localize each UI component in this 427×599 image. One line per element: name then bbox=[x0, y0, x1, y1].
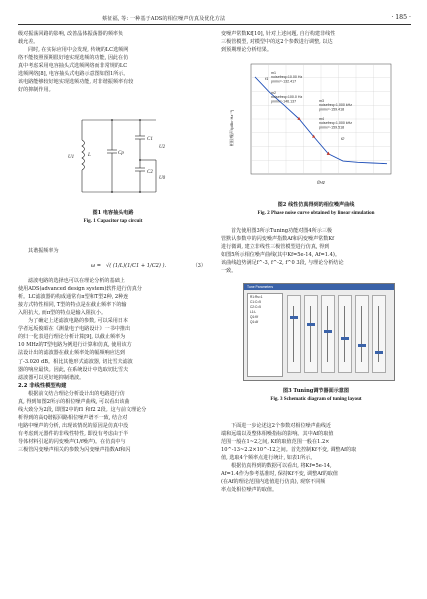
segment-label-f2: f2 bbox=[341, 136, 345, 141]
tuning-slider[interactable] bbox=[372, 295, 386, 373]
chart-x-label: f/Hz bbox=[317, 180, 325, 185]
marker-label-m3: pnmx=-159.418 bbox=[319, 107, 345, 112]
label-u2: U2 bbox=[159, 145, 166, 150]
equation-lhs: ω = bbox=[91, 263, 102, 270]
figure-1-caption-en: Fig. 1 Capacitor tap circuit bbox=[83, 218, 143, 225]
right-column bbox=[221, 30, 411, 54]
slider-thumb[interactable] bbox=[307, 323, 315, 326]
slider-track bbox=[310, 306, 311, 362]
equation-3 bbox=[18, 255, 208, 277]
marker-label-m1: m1 bbox=[271, 71, 276, 75]
slider-track bbox=[293, 306, 294, 362]
equation-number: （3） bbox=[192, 263, 206, 270]
marker-label-m1: noisefreq=10.00 Hz bbox=[271, 75, 303, 80]
tuning-slider[interactable] bbox=[287, 295, 301, 373]
right-paragraph-1: 变噪声常数Kf[10], 针对上述问题, 自行构建非线性 三极管模型, 对模型中的这2个参数进行调整, 以达 到预期理论分析结果。 bbox=[221, 31, 336, 54]
marker-label-m1: pnmx=-132.417 bbox=[271, 79, 297, 84]
left-paragraph-3: 滤波电路的选择也可以在理论分析的基础上 使用ADS(advanced design system)软件进行仿真分 析。LC滤波器的构成通常有π型和T型2种, 2种连 接方式特性相同, T型的特点是在截止频率下的输 入阻抗大, 而π型的特点是输入阻抗小。 bbox=[18, 278, 142, 317]
right-paragraph-4: 根据仿真得到的数据可以看出, 将Kf=5e-14, Af=1.4作为参考基准时, 保持Kf不变, 调整Af的取值 (在Af的理论范围内选值进行仿真), 观察不同频 率点处相位噪声的取值。 bbox=[221, 463, 338, 494]
tuning-parameter-list[interactable] bbox=[247, 293, 283, 377]
left-paragraph-2: 同时, 在实际应用中会发现, 传统的LC选频网 络不能按照预期很好地实现选频的功能, 因此在仿 真中考虑采用电容抽头式选频网络而非常规的LC 选频网络[8], 电容抽头式电路示意图如图1所示。 该电路能够较好地实现选频功能, 对非谐振频率有较 好的抑制作用。 bbox=[18, 47, 134, 94]
figure-2-caption-cn: 图2 线性仿真得到的相位噪声曲线 bbox=[277, 202, 355, 209]
tuning-slider[interactable] bbox=[304, 295, 318, 373]
right-column-middle bbox=[221, 227, 411, 275]
right-paragraph-2: 首先使用图3所示Tuning功能对图4所示三极 管默认参数中的闪变噪声指数Af和闪变噪声常数Kf 进行微调, 建立非线性三极管模型进行仿真, 得到 如图5所示相位噪声曲线(其中Kf=5e-14, Af=1.4)。 该曲线趋势满足f^-3, f^-2, f^0 3段, 与理论分析结论 一致。 bbox=[221, 228, 344, 275]
left-column-lower bbox=[18, 247, 208, 454]
slider-track bbox=[327, 306, 328, 362]
tuning-window bbox=[243, 283, 395, 381]
running-title: 蔡征福, 等: 一种基于ADS的相位噪声仿真及优化方法 bbox=[102, 16, 226, 22]
marker-label-m2: m2 bbox=[271, 91, 276, 95]
segment-label-f1: f1 bbox=[265, 76, 269, 81]
right-column-lower bbox=[221, 422, 411, 494]
tuning-slider[interactable] bbox=[338, 295, 352, 373]
tuning-slider[interactable] bbox=[355, 295, 369, 373]
label-c1: C1 bbox=[147, 137, 153, 142]
marker-label-m2: noisefreq=100.0 Hz bbox=[271, 95, 303, 100]
slider-track bbox=[344, 306, 345, 362]
tuning-parameter-item[interactable]: C2:C=5 bbox=[250, 305, 261, 309]
slider-thumb[interactable] bbox=[358, 344, 366, 347]
left-column bbox=[18, 30, 208, 94]
figure-2 bbox=[221, 58, 411, 218]
marker-label-m4: noisefreq=1.000 kHz bbox=[319, 121, 353, 126]
slider-thumb[interactable] bbox=[341, 337, 349, 340]
figure-1-caption-cn: 图1 电容抽头电路 bbox=[92, 210, 134, 217]
resonant-frequency-intro: 其谐振频率为 bbox=[28, 248, 59, 254]
right-paragraph-3: 下面进一步论述这2个参数对相位噪声曲线近 端和远端以及整体相噪指标的影响。其中Af的取值 范围一般在1~2之间, Kf的取值范围一般在1.2× 10^-13~2.2×10^-12之间。首先控制Kf不变, 调整Af的取 值, 选取4个频率点进行统计, 如表1所示。 bbox=[221, 423, 357, 462]
marker-label-m3: noisefreq=1.000 kHz bbox=[319, 103, 353, 108]
marker-label-m3: m3 bbox=[319, 99, 324, 103]
tuning-slider-area bbox=[285, 293, 391, 375]
equation-rhs: √( (1/L)(1/C1 + 1/C2) ). bbox=[106, 263, 167, 270]
marker-label-m2: pnmx=-146.137 bbox=[271, 99, 297, 104]
label-u1: U1 bbox=[68, 155, 75, 160]
slider-thumb[interactable] bbox=[375, 351, 383, 354]
slider-thumb[interactable] bbox=[324, 330, 332, 333]
label-uo: U0 bbox=[159, 176, 166, 181]
section-heading-2-2: 2.2 非线性模型构建 bbox=[18, 382, 67, 389]
marker-label-m4: m4 bbox=[319, 117, 324, 121]
slider-track bbox=[361, 306, 362, 362]
phase-noise-chart bbox=[221, 58, 411, 198]
page-number: · 185 · bbox=[391, 14, 411, 21]
tuning-window-title: Tune Parameters bbox=[244, 284, 394, 290]
tuning-parameter-item[interactable]: Q1:Af bbox=[250, 320, 259, 324]
tuning-parameter-item[interactable]: Q1:Kf bbox=[250, 315, 259, 319]
figure-2-caption-en: Fig. 2 Phase noise curve obtained by linear simulation bbox=[257, 210, 375, 217]
chart-y-label: 相位噪声/(dBc·Hz⁻¹) bbox=[229, 109, 234, 147]
left-paragraph-5: 根据前文结合理论分析设计出的电路进行仿 真, 得到如图2所示的相位噪声曲线, 可以看出该曲 线大致分为2段, 即图2中的f1 和f2 2段。这与前文理论分 析得到的高Q谐振回路相位噪声谱不一致, 结合对 电路中噪声的分析, 出现该情况的原因是仿真中没 有考虑到元器件的非线性特性, 即没有考虑由于半 导体材料引起的闪变噪声(1/f噪声)。在仿真中与 三极管闪变噪声相关的参数为闪变噪声指数Af和闪 bbox=[18, 390, 147, 454]
figure-3-caption-en: Fig. 3 Schematic diagram of tuning layout bbox=[270, 396, 362, 403]
tuning-slider[interactable] bbox=[321, 295, 335, 373]
tuning-parameter-item[interactable]: R1:Rs=1 bbox=[250, 295, 263, 299]
running-header bbox=[18, 14, 411, 25]
figure-1 bbox=[18, 106, 208, 224]
label-cp: Cp bbox=[118, 151, 124, 156]
tuning-parameter-item[interactable]: C1:C=5 bbox=[250, 300, 261, 304]
figure-3-caption-cn: 图3 Tuning调节器面示意图 bbox=[283, 388, 349, 394]
tuning-parameter-item[interactable]: L1:L bbox=[250, 310, 257, 314]
capacitor-tap-circuit-diagram bbox=[18, 106, 208, 206]
left-paragraph-1: 级对振荡回路的影响, 改善晶体振荡器的频率负 载允差。 bbox=[18, 31, 124, 46]
slider-thumb[interactable] bbox=[290, 316, 298, 319]
left-paragraph-4: 为了确定上述滤波电路的参数, 可以采用日本 学者远坂俊昭在《测量电子电路设计》一书中推出 的归一化表进行理论分析计算[9], 以截止频率为 10 MHz的T型电路为例进行计算和仿真, 使用该方 法设计出的滤波器在截止频率处的幅频响应达到 了-3.020 dB。相比其他形式滤波器, 切比雪夫滤波 器的响应最快。因此, 在系统设计中选取切比雪夫 滤波器可以更好地抑制谐波。 bbox=[18, 318, 133, 381]
label-inductor: L bbox=[88, 153, 91, 158]
label-c2: C2 bbox=[147, 170, 153, 175]
marker-label-m4: pnmx=-159.518 bbox=[319, 125, 345, 130]
figure-3 bbox=[221, 283, 411, 403]
